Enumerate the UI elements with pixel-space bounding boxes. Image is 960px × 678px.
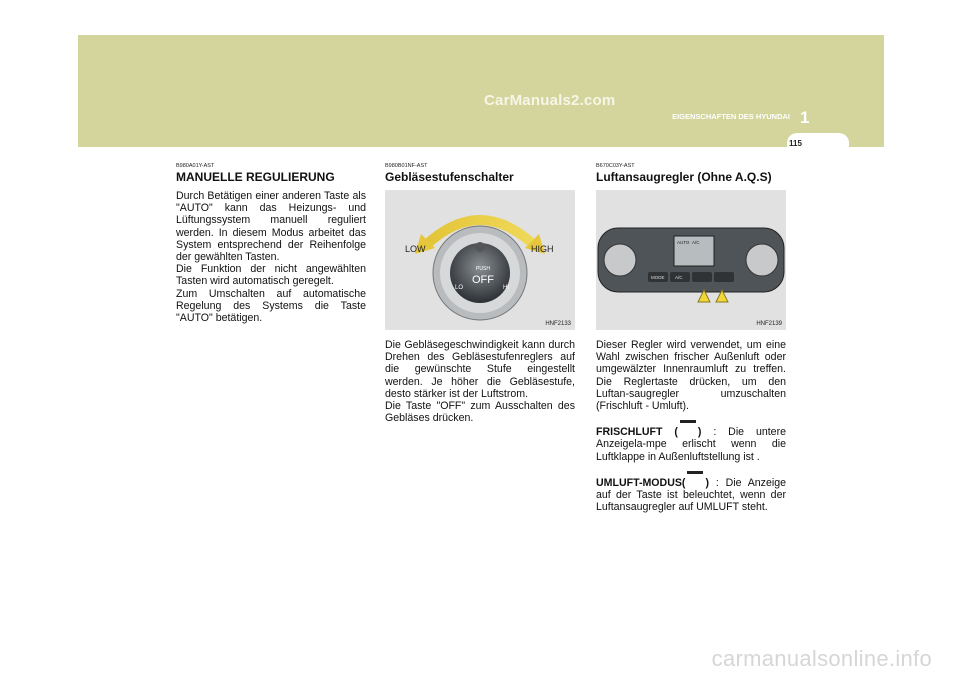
section-body: Die Gebläsegeschwindigkeit kann durch Drehen des Gebläsestufenreglers auf die gewünschte Stufe eingestellt werden. Je höher die Gebläsestufe, desto stärker ist der Luftstrom. Die Taste "OFF" zum Ausschalten des Gebläses drücken.: [385, 339, 575, 425]
column-manual-control: [176, 163, 366, 324]
blower-knob-figure: [385, 190, 575, 330]
chapter-number: 1: [800, 108, 810, 127]
recirc-close: ): [705, 476, 709, 489]
fresh-air-icon: [680, 420, 696, 437]
section-code: B980B01NF-AST: [385, 163, 428, 169]
column-blower-switch: [385, 163, 575, 424]
header-band: [78, 35, 884, 147]
mode-button-label: MODE: [651, 275, 665, 280]
fresh-air-button: [714, 272, 734, 282]
control-panel-figure: [596, 190, 786, 330]
left-dial: [604, 244, 636, 276]
knob-hi-label: HI: [503, 285, 509, 291]
column-air-intake: [596, 163, 786, 521]
section-title: EIGENSCHAFTEN DES HYUNDAI: [672, 112, 790, 121]
blower-knob-illustration: [385, 190, 575, 330]
recirc-paragraph: [596, 471, 786, 514]
ac-button-label: A/C: [675, 275, 683, 280]
fresh-air-paragraph: [596, 420, 786, 463]
display-auto-label: AUTO: [677, 240, 690, 245]
recirc-label: UMLUFT-MODUS(: [596, 476, 686, 489]
page-number: 115: [789, 139, 802, 148]
low-label: LOW: [405, 244, 426, 254]
section-body: Dieser Regler wird verwendet, um eine Wahl zwischen frischer Außenluft oder umgewälzter Innenraumluft zu treffen. Die Reglertaste drücken, um den Luftan-saugregler umzuschalten (Frischluft - Umluft).: [596, 339, 786, 413]
recirc-icon: [687, 471, 703, 488]
fan-icon: [475, 242, 485, 252]
knob-push-label: PUSH: [476, 266, 490, 272]
figure-code: HNF2139: [756, 321, 782, 327]
section-code: B670C03Y-AST: [596, 163, 635, 169]
top-watermark[interactable]: CarManuals2.com: [484, 92, 616, 109]
figure-code: HNF2133: [545, 321, 571, 327]
fresh-air-label: FRISCHLUFT (: [596, 426, 678, 439]
section-heading: MANUELLE REGULIERUNG: [176, 170, 335, 184]
high-label: HIGH: [531, 244, 554, 254]
section-code: B980A01Y-AST: [176, 163, 215, 169]
section-heading: Gebläsestufenschalter: [385, 170, 514, 184]
recirc-text: : Die Anzeige auf der Taste ist beleuchtet, wenn der Luftansaugregler auf UMLUFT steht.: [596, 476, 786, 514]
knob-off-label: OFF: [472, 274, 494, 286]
display-ac-label: A/C: [692, 240, 700, 245]
bottom-watermark[interactable]: carmanualsonline.info: [711, 646, 932, 671]
recirc-button: [692, 272, 712, 282]
section-body: Durch Betätigen einer anderen Taste als "AUTO" kann das Heizungs- und Lüftungssystem manuell reguliert werden. In diesem Modus arbeitet das System entsprechend der Reihenfolge der gewählten Tasten. Die Funktion der nicht angewählten Tasten wird automatisch geregelt. Zum Umschalten auf automatische Regelung des Systems die Taste "AUTO" betätigen.: [176, 190, 366, 325]
fresh-air-text: : Die untere Anzeigela-mpe erlischt wenn die Luftklappe in Außenluftstellung ist .: [596, 426, 786, 463]
fresh-air-close: ): [697, 426, 702, 439]
knob-lo-label: LO: [455, 285, 464, 291]
section-heading: Luftansaugregler (Ohne A.Q.S): [596, 170, 772, 184]
control-panel-illustration: [596, 190, 786, 330]
right-dial: [746, 244, 778, 276]
